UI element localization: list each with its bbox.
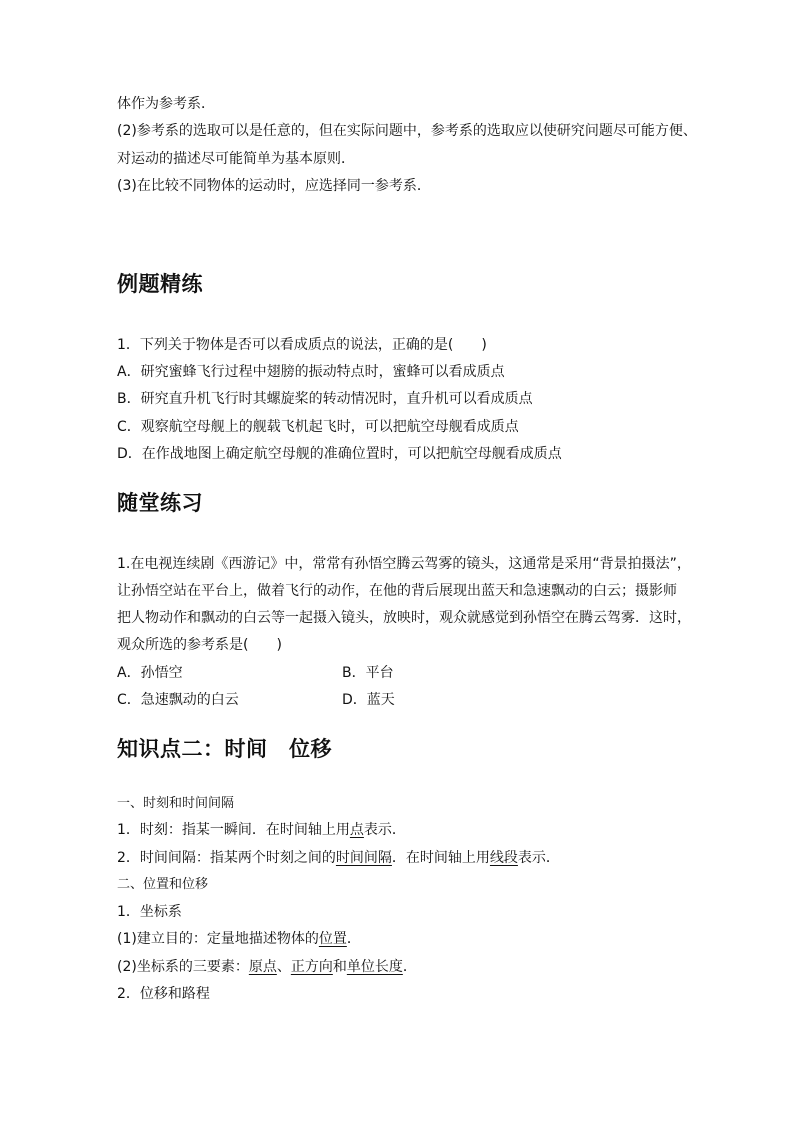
underlined-term: 线段 xyxy=(489,850,518,866)
text-line: 对运动的描述尽可能简单为基本原则． xyxy=(117,151,355,167)
underlined-term: 单位长度 xyxy=(346,959,403,975)
option-a: A．孙悟空 xyxy=(117,665,183,681)
option-d: D．在作战地图上确定航空母舰的准确位置时，可以把航空母舰看成质点 xyxy=(117,446,562,462)
text-fragment: ．在时间轴上用 xyxy=(391,850,490,866)
text-line: (2)参考系的选取可以是任意的，但在实际问题中，参考系的选取应以使研究问题尽可能方便、 xyxy=(117,123,697,139)
subheading: 一、时刻和时间间隔 xyxy=(117,796,235,811)
underlined-term: 位置 xyxy=(318,931,347,947)
text-line: (3)在比较不同物体的运动时，应选择同一参考系． xyxy=(117,178,431,194)
option-c: C．观察航空母舰上的舰载飞机起飞时，可以把航空母舰看成质点 xyxy=(117,419,519,435)
definition-moment xyxy=(117,821,406,839)
text-fragment: (2)坐标系的三要素： xyxy=(117,959,249,975)
section-heading-practice: 随堂练习 xyxy=(117,491,203,515)
text-fragment: 1．时刻：指某一瞬间．在时间轴上用 xyxy=(117,822,350,838)
question-text: 1．下列关于物体是否可以看成质点的说法，正确的是( ) xyxy=(117,337,487,353)
text-fragment: (1)建立目的：定量地描述物体的 xyxy=(117,931,319,947)
section-heading-knowledge-point-2: 知识点二：时间 位移 xyxy=(117,737,332,761)
text-fragment: 、 xyxy=(276,959,291,975)
section-heading-examples: 例题精练 xyxy=(117,272,203,296)
option-d: D．蓝天 xyxy=(342,692,395,708)
underlined-term: 正方向 xyxy=(290,959,333,975)
subheading: 二、位置和位移 xyxy=(117,877,209,892)
coordinate-purpose xyxy=(117,930,361,948)
coordinate-elements xyxy=(117,958,417,976)
text-line: 体作为参考系． xyxy=(117,96,215,112)
text-line: 2．位移和路程 xyxy=(117,986,210,1002)
option-b: B．平台 xyxy=(342,665,394,681)
option-b: B．研究直升机飞行时其螺旋桨的转动情况时，直升机可以看成质点 xyxy=(117,391,533,407)
text-fragment: 表示． xyxy=(363,822,406,838)
text-fragment: 表示． xyxy=(517,850,560,866)
text-fragment: 和 xyxy=(332,959,347,975)
question-line: 观众所选的参考系是( ) xyxy=(117,637,282,653)
text-fragment: ． xyxy=(402,959,417,975)
definition-interval xyxy=(117,849,560,867)
option-c: C．急速飘动的白云 xyxy=(117,692,239,708)
option-a: A．研究蜜蜂飞行过程中翅膀的振动特点时，蜜蜂可以看成质点 xyxy=(117,364,505,380)
text-line: 1．坐标系 xyxy=(117,904,182,920)
underlined-term: 时间间隔 xyxy=(335,850,392,866)
question-line: 1.在电视连续剧《西游记》中，常常有孙悟空腾云驾雾的镜头，这通常是采用“背景拍摄法”， xyxy=(117,556,691,572)
text-fragment: 2．时间间隔：指某两个时刻之间的 xyxy=(117,850,336,866)
underlined-term: 点 xyxy=(349,822,364,838)
question-line: 让孙悟空站在平台上，做着飞行的动作，在他的背后展现出蓝天和急速飘动的白云；摄影师 xyxy=(117,583,677,599)
question-line: 把人物动作和飘动的白云等一起摄入镜头，放映时，观众就感觉到孙悟空在腾云驾雾．这时， xyxy=(117,610,691,626)
text-fragment: ． xyxy=(346,931,361,947)
underlined-term: 原点 xyxy=(248,959,277,975)
